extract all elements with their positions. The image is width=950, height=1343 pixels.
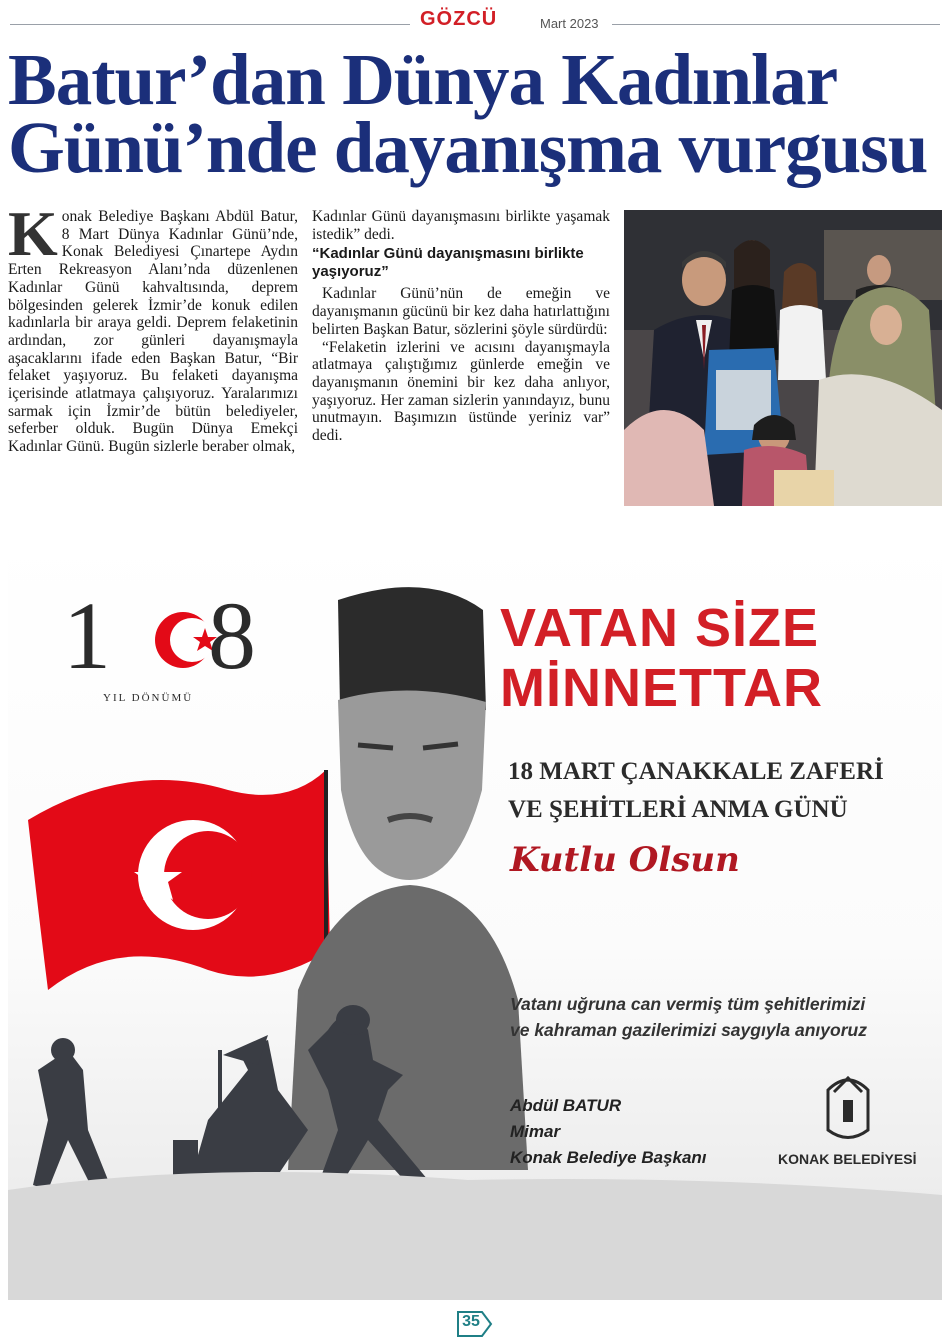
- publication-name: GÖZCÜ: [420, 8, 498, 30]
- article-column-2: [312, 208, 610, 445]
- signer-name: Abdül BATUR: [510, 1096, 622, 1115]
- commemorative-advertisement: [8, 530, 942, 1300]
- article-column-1: [8, 198, 298, 456]
- article-headline: Batur’dan Dünya Kadınlar Günü’nde dayanışma vurgusu: [8, 39, 928, 188]
- masthead-rule-left: [10, 24, 410, 25]
- article-paragraph-2: Kadınlar Günü dayanışmasını birlikte yaşamak istedik” dedi.: [312, 208, 610, 243]
- issue-date: Mart 2023: [540, 16, 599, 31]
- article-paragraph-3: Kadınlar Günü’nün de emeğin ve dayanışmanın gücünü bir kez daha hatırlattığını belirten Başkan Batur, sözlerini şöyle sürdürdü:: [312, 285, 610, 338]
- greeting-script: Kutlu Olsun: [510, 840, 740, 880]
- ad-title-line-2: MİNNETTAR: [500, 658, 823, 718]
- logo-digit-left: 1: [63, 582, 111, 689]
- article-photo: [624, 210, 942, 506]
- page-number-text: 35: [462, 1313, 480, 1330]
- logo-caption: YIL DÖNÜMÜ: [103, 692, 194, 704]
- drop-cap: K: [8, 198, 58, 269]
- article-subheading: “Kadınlar Günü dayanışmasını birlikte yaşıyoruz”: [312, 245, 584, 281]
- ad-title-line-1: VATAN SİZE: [500, 598, 819, 658]
- occasion-line-1: 18 MART ÇANAKKALE ZAFERİ: [508, 758, 884, 785]
- tribute-message-line-1: Vatanı uğruna can vermiş tüm şehitlerimizi: [510, 994, 866, 1014]
- tribute-message-line-2: ve kahraman gazilerimizi saygıyla anıyoruz: [510, 1020, 867, 1040]
- article-paragraph-1: onak Belediye Başkanı Abdül Batur, 8 Mart Dünya Kadınlar Günü’nde, Konak Belediyesi Çınartepe Aydın Erten Rekreasyon Alanı’nda düzenlenen Kadınlar Günü kahvaltısında, deprem bölgesinden gelerek İzmir’de konuk edilen kadınlarla bir araya geldi. Deprem felaketinin ardından, zor günleri dayanışmayla aşacaklarını ifade eden Başkan Batur, “Bir felaket yaşıyoruz. Bu felaketi dayanışma içerisinde atlatmaya çalışıyoruz. Yaralarımızı sarmak için İzmir’de bütün belediyeler, seferber olduk. Bugün Dünya Emekçi Kadınlar Günü. Bugün sizlerle beraber olmak,: [8, 208, 298, 456]
- masthead-rule-right: [612, 24, 940, 25]
- municipality-name: KONAK BELEDİYESİ: [778, 1151, 917, 1167]
- portrait-face: [338, 690, 486, 880]
- occasion-line-2: VE ŞEHİTLERİ ANMA GÜNÜ: [508, 796, 848, 823]
- signer-title: Mimar: [510, 1122, 561, 1141]
- masthead: [0, 6, 950, 32]
- article-paragraph-4: “Felaketin izlerini ve acısını dayanışmayla atlatmaya çalıştığımız günlerde emeğin ve dayanışmanın önemini bir kez daha anlıyor, yaşıyoruz. Her zaman sizlerin yanındayız, bunu unutmayın. Başımızın üstünde yeriniz var” dedi.: [312, 338, 610, 445]
- article-lead-paragraph: [8, 198, 298, 456]
- logo-digit-right: 8: [208, 582, 256, 689]
- signer-role: Konak Belediye Başkanı: [510, 1148, 707, 1167]
- page-number: [456, 1310, 494, 1338]
- photo-illustration: [624, 210, 942, 506]
